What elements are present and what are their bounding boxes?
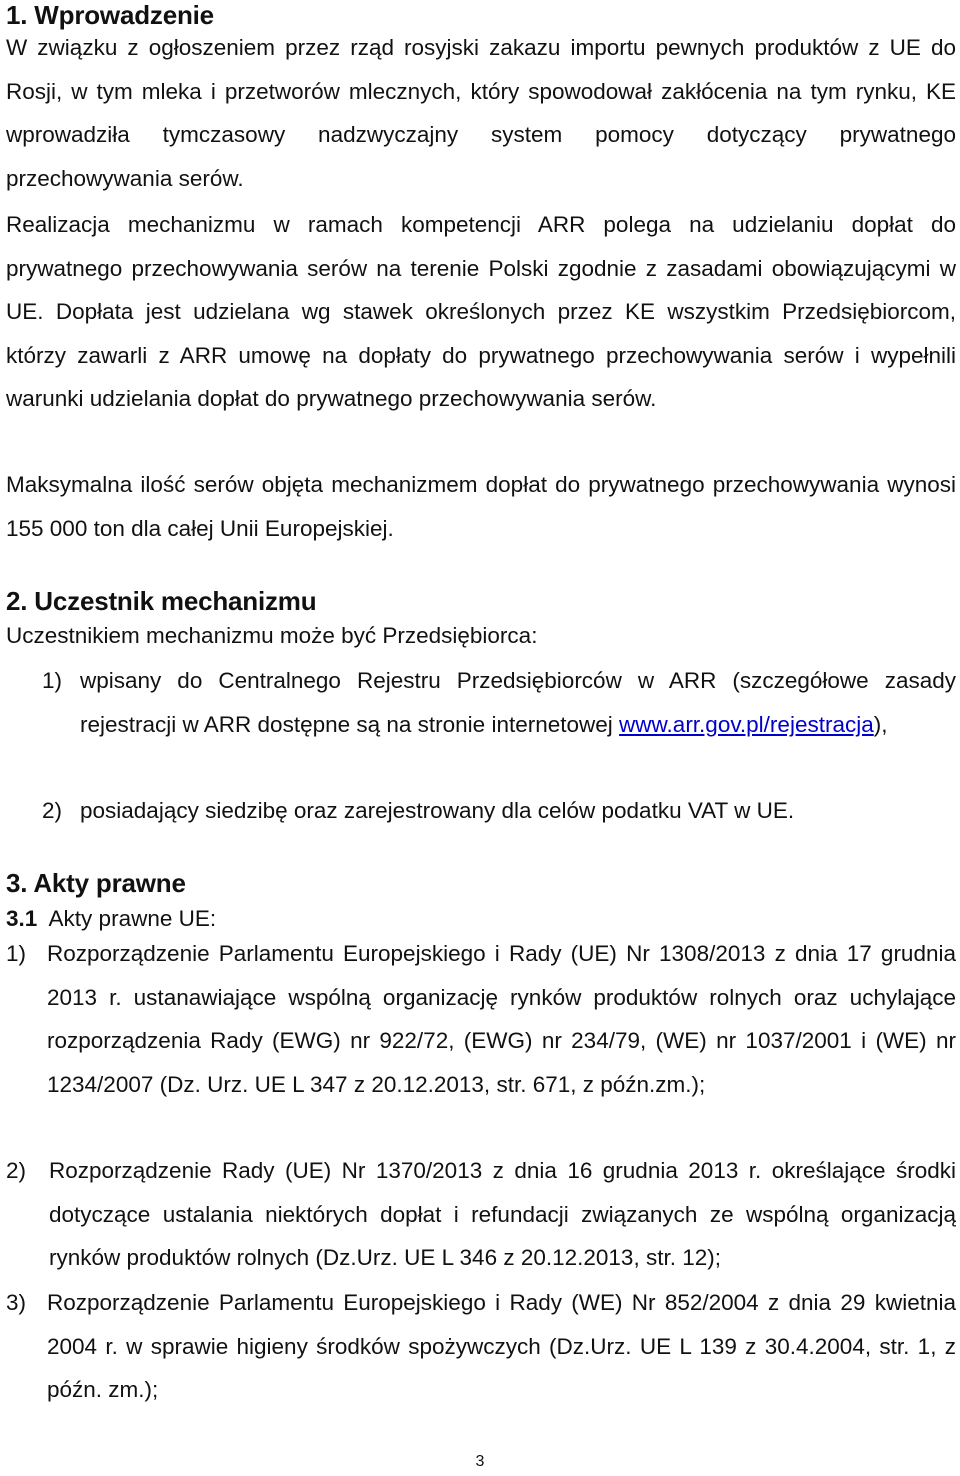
- list-item-text: wpisany do Centralnego Rejestru Przedsiębiorców w ARR (szczegółowe zasady rejestracji w ARR dostępne są na stronie internetowej: [80, 668, 956, 737]
- registration-link[interactable]: www.arr.gov.pl/rejestracja: [619, 711, 874, 737]
- page-number: 3: [475, 1453, 485, 1470]
- list-item-text: Rozporządzenie Parlamentu Europejskiego i Rady (WE) Nr 852/2004 z dnia 29 kwietnia 2004 r. w sprawie higieny środków spożywczych (Dz.Urz. UE L 139 z 30.4.2004, str. 1, z późn. zm.);: [47, 1290, 956, 1402]
- list-item-text: posiadający siedzibę oraz zarejestrowany dla celów podatku VAT w UE.: [80, 798, 795, 823]
- list-item-tail: ),: [873, 711, 888, 737]
- list-item: [6, 932, 956, 1106]
- list-item-number: 1): [6, 941, 27, 966]
- list-item-number: 2): [6, 1158, 27, 1183]
- list-item-text: Rozporządzenie Rady (UE) Nr 1370/2013 z dnia 16 grudnia 2013 r. określające środki dotyczące ustalania niektórych dopłat i refundacji związanych ze wspólną organizacją rynków produktów rolnych (Dz.Urz. UE L 346 z 20.12.2013, str. 12);: [49, 1158, 956, 1270]
- paragraph-mechanism: Realizacja mechanizmu w ramach kompetencji ARR polega na udzielaniu dopłat do prywatnego przechowywania serów na terenie Polski zgodnie z zasadami obowiązującymi w UE. Dopłata jest udzielana wg stawek określonych przez KE wszystkim Przedsiębiorcom, którzy zawarli z ARR umowę na dopłaty do prywatnego przechowywania serów i wypełnili warunki udzielania dopłat do prywatnego przechowywania serów.: [6, 212, 956, 411]
- paragraph-introduction: W związku z ogłoszeniem przez rząd rosyjski zakazu importu pewnych produktów z UE do Rosji, w tym mleka i przetworów mlecznych, który spowodował zakłócenia na tym rynku, KE wprowadziła tymczasowy nadzwyczajny system pomocy dotyczący prywatnego przechowywania serów.: [6, 35, 956, 191]
- list-item: [42, 789, 956, 833]
- participant-intro: Uczestnikiem mechanizmu może być Przedsiębiorca:: [6, 623, 538, 648]
- subsection-label: Akty prawne UE:: [48, 906, 217, 931]
- paragraph-max-quantity: Maksymalna ilość serów objęta mechanizmem dopłat do prywatnego przechowywania wynosi 155 000 ton dla całej Unii Europejskiej.: [6, 472, 956, 541]
- section-heading-introduction: 1. Wprowadzenie: [6, 0, 214, 30]
- list-item-text: Rozporządzenie Parlamentu Europejskiego i Rady (UE) Nr 1308/2013 z dnia 17 grudnia 2013 r. ustanawiające wspólną organizację rynków produktów rolnych oraz uchylające rozporządzenia Rady (EWG) nr 922/72, (EWG) nr 234/79, (WE) nr 1037/2001 i (WE) nr 1234/2007 (Dz. Urz. UE L 347 z 20.12.2013, str. 671, z późn.zm.);: [47, 941, 956, 1097]
- section-heading-legal-acts: 3. Akty prawne: [6, 868, 186, 898]
- subsection-number: 3.1: [6, 906, 38, 931]
- list-item-number: 3): [6, 1290, 27, 1315]
- list-item-number: 2): [42, 798, 63, 823]
- list-item: [42, 659, 956, 746]
- list-item: [6, 1281, 956, 1412]
- list-item-number: 1): [42, 668, 63, 693]
- list-item: [6, 1149, 956, 1280]
- section-heading-participant: 2. Uczestnik mechanizmu: [6, 586, 317, 616]
